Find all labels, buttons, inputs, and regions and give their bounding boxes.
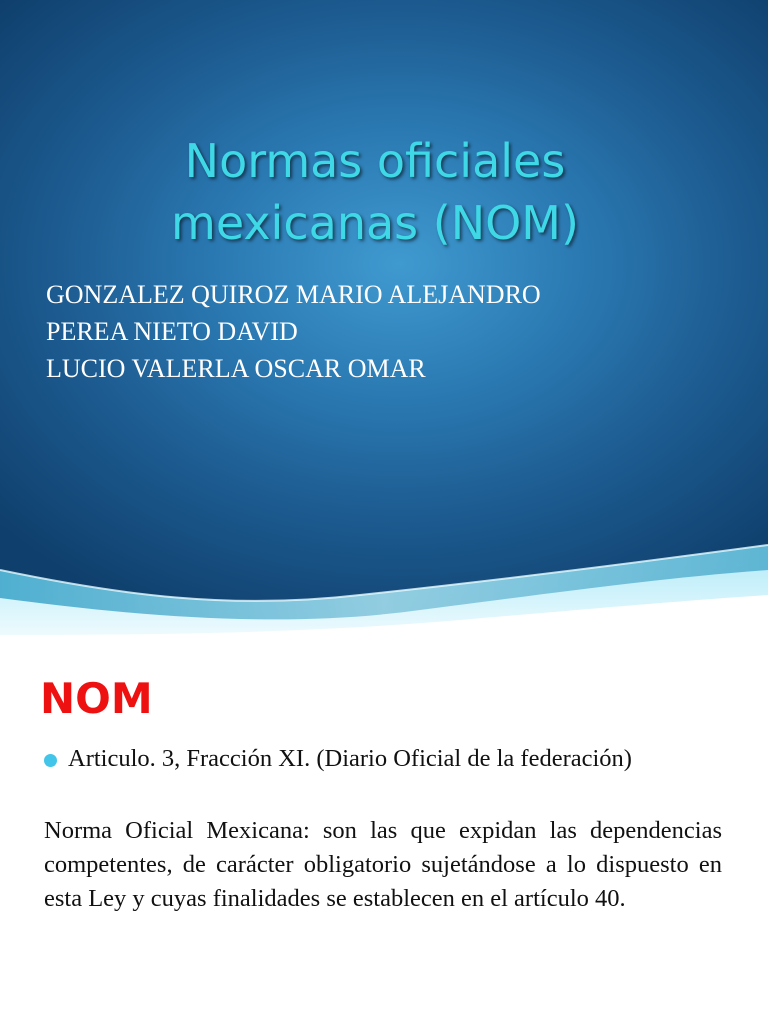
bullet-item bbox=[44, 742, 722, 775]
author-name: GONZALEZ QUIROZ MARIO ALEJANDRO bbox=[46, 280, 541, 309]
content-slide bbox=[0, 660, 768, 1024]
decorative-wave bbox=[0, 540, 768, 660]
slide-title-line-2: mexicanas (NOM) bbox=[171, 196, 579, 250]
bullet-dot-icon bbox=[44, 754, 57, 767]
bullet-text: Articulo. 3, Fracción XI. (Diario Oficial de la federación) bbox=[68, 745, 632, 772]
author-name: PEREA NIETO DAVID bbox=[46, 317, 298, 346]
definition-paragraph: Norma Oficial Mexicana: son las que expidan las dependencias competentes, de carácter obligatorio sujetándose a lo dispuesto en esta Ley y cuyas finalidades se establecen en el artículo 40. bbox=[44, 817, 722, 912]
slide-title-line-1: Normas oficiales bbox=[184, 134, 566, 188]
slide-title bbox=[60, 130, 690, 254]
slide-heading: NOM bbox=[40, 674, 153, 723]
author-list bbox=[46, 276, 541, 387]
author-name: LUCIO VALERLA OSCAR OMAR bbox=[46, 354, 426, 383]
